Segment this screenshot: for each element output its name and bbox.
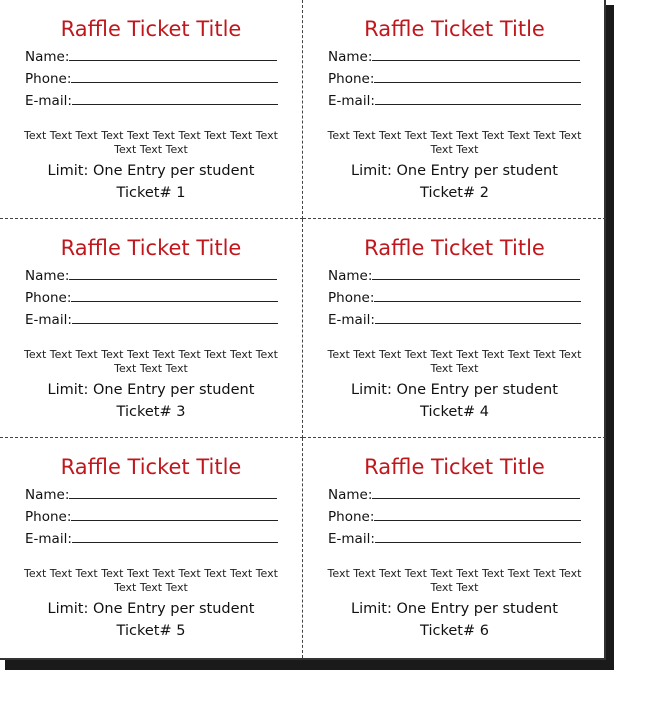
email-field — [25, 309, 278, 329]
email-blank-line — [72, 309, 278, 324]
email-label: E-mail: — [25, 93, 72, 109]
ticket-title: Raffle Ticket Title — [60, 17, 242, 41]
phone-field — [25, 506, 278, 526]
ticket-body-text: Text Text Text Text Text Text Text Text Text Text Text Text — [327, 567, 582, 594]
phone-label: Phone: — [328, 509, 375, 525]
name-blank-line — [372, 46, 580, 61]
name-field — [328, 484, 580, 504]
ticket-title: Raffle Ticket Title — [364, 455, 545, 479]
email-blank-line — [375, 90, 581, 105]
phone-blank-line — [71, 506, 278, 521]
raffle-ticket-6 — [303, 438, 606, 658]
phone-blank-line — [71, 68, 278, 83]
ticket-title: Raffle Ticket Title — [60, 455, 242, 479]
phone-field — [25, 68, 278, 88]
name-blank-line — [372, 265, 580, 280]
name-label: Name: — [328, 268, 373, 284]
phone-label: Phone: — [328, 290, 375, 306]
phone-field — [328, 68, 581, 88]
entry-limit: Limit: One Entry per student — [47, 163, 255, 179]
entry-limit: Limit: One Entry per student — [351, 382, 558, 398]
email-label: E-mail: — [25, 312, 72, 328]
ticket-number: Ticket# 5 — [116, 623, 186, 639]
phone-blank-line — [374, 506, 581, 521]
name-label: Name: — [25, 268, 70, 284]
name-field — [25, 484, 277, 504]
name-label: Name: — [25, 487, 70, 503]
phone-blank-line — [374, 68, 581, 83]
ticket-title: Raffle Ticket Title — [364, 236, 545, 260]
email-label: E-mail: — [328, 93, 375, 109]
entry-limit: Limit: One Entry per student — [47, 382, 255, 398]
email-field — [328, 528, 581, 548]
phone-label: Phone: — [25, 290, 72, 306]
name-label: Name: — [328, 49, 373, 65]
email-field — [25, 90, 278, 110]
name-blank-line — [69, 265, 277, 280]
email-field — [25, 528, 278, 548]
email-blank-line — [72, 528, 278, 543]
ticket-body-text: Text Text Text Text Text Text Text Text Text Text Text Text Text — [24, 567, 278, 594]
phone-label: Phone: — [25, 71, 72, 87]
raffle-ticket-1 — [0, 0, 303, 219]
name-label: Name: — [25, 49, 70, 65]
ticket-number: Ticket# 6 — [420, 623, 489, 639]
raffle-ticket-5 — [0, 438, 303, 658]
raffle-ticket-3 — [0, 219, 303, 438]
entry-limit: Limit: One Entry per student — [47, 601, 255, 617]
phone-label: Phone: — [328, 71, 375, 87]
ticket-number: Ticket# 2 — [420, 185, 489, 201]
phone-label: Phone: — [25, 509, 72, 525]
name-field — [328, 46, 580, 66]
ticket-body-text: Text Text Text Text Text Text Text Text Text Text Text Text Text — [24, 348, 278, 375]
raffle-ticket-2 — [303, 0, 606, 219]
phone-blank-line — [374, 287, 581, 302]
email-blank-line — [375, 309, 581, 324]
ticket-title: Raffle Ticket Title — [60, 236, 242, 260]
email-label: E-mail: — [328, 531, 375, 547]
name-label: Name: — [328, 487, 373, 503]
ticket-number: Ticket# 3 — [116, 404, 186, 420]
name-blank-line — [372, 484, 580, 499]
email-field — [328, 90, 581, 110]
phone-field — [25, 287, 278, 307]
ticket-title: Raffle Ticket Title — [364, 17, 545, 41]
entry-limit: Limit: One Entry per student — [351, 163, 558, 179]
name-blank-line — [69, 484, 277, 499]
name-blank-line — [69, 46, 277, 61]
phone-field — [328, 506, 581, 526]
email-blank-line — [375, 528, 581, 543]
name-field — [25, 46, 277, 66]
name-field — [328, 265, 580, 285]
entry-limit: Limit: One Entry per student — [351, 601, 558, 617]
phone-field — [328, 287, 581, 307]
raffle-ticket-4 — [303, 219, 606, 438]
email-field — [328, 309, 581, 329]
email-label: E-mail: — [328, 312, 375, 328]
ticket-number: Ticket# 4 — [420, 404, 489, 420]
ticket-number: Ticket# 1 — [116, 185, 186, 201]
ticket-body-text: Text Text Text Text Text Text Text Text Text Text Text Text — [327, 348, 582, 375]
name-field — [25, 265, 277, 285]
email-label: E-mail: — [25, 531, 72, 547]
ticket-body-text: Text Text Text Text Text Text Text Text Text Text Text Text Text — [24, 129, 278, 156]
phone-blank-line — [71, 287, 278, 302]
ticket-body-text: Text Text Text Text Text Text Text Text Text Text Text Text — [327, 129, 582, 156]
email-blank-line — [72, 90, 278, 105]
